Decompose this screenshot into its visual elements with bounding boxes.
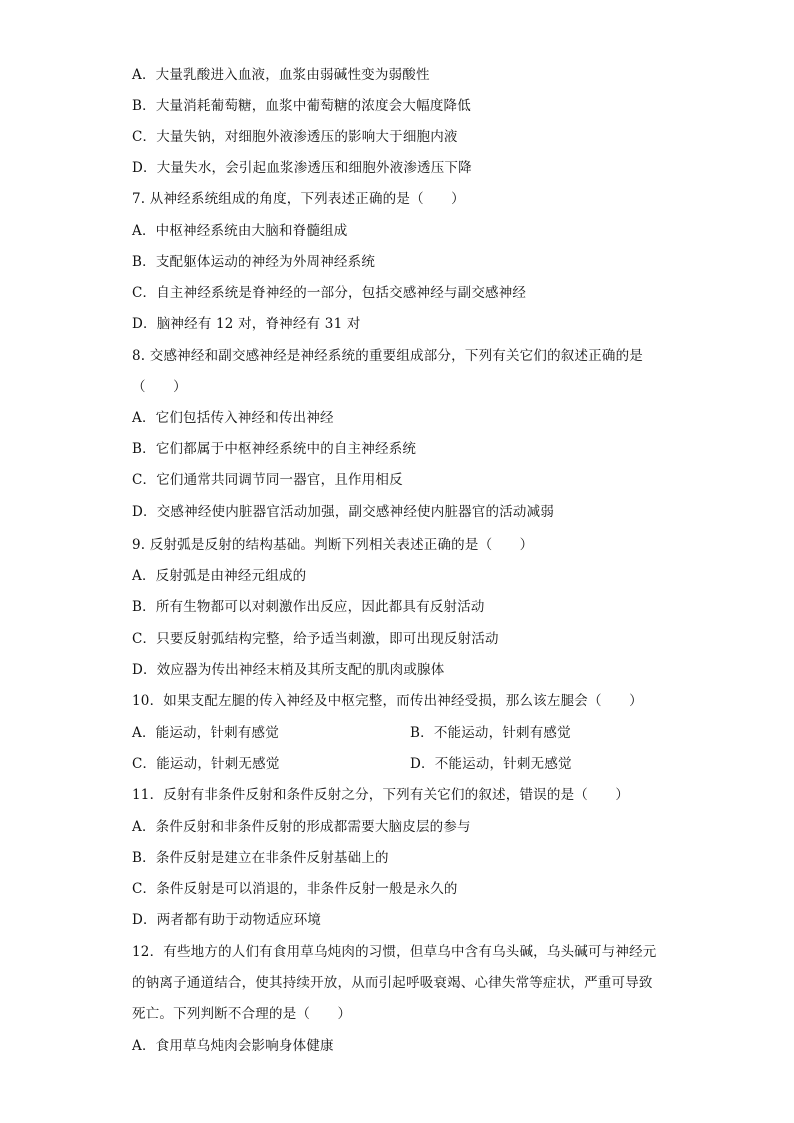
q9-option-d: D．效应器为传出神经末梢及其所支配的肌肉或腺体 bbox=[132, 662, 445, 678]
q7-stem: 7. 从神经系统组成的角度，下列表述正确的是（ ） bbox=[132, 191, 465, 207]
q6-option-a: A．大量乳酸进入血液，血浆由弱碱性变为弱酸性 bbox=[132, 67, 430, 83]
q11-stem: 11．反射有非条件反射和条件反射之分，下列有关它们的叙述，错误的是（ ） bbox=[132, 787, 630, 803]
q10-option-c: C．能运动，针刺无感觉 bbox=[132, 756, 280, 772]
q11-option-b: B．条件反射是建立在非条件反射基础上的 bbox=[132, 850, 389, 866]
q12-stem-continued: 的钠离子通道结合，使其持续开放，从而引起呼吸衰竭、心律失常等症状，严重可导致 bbox=[132, 975, 653, 991]
q10-option-b: B．不能运动，针刺有感觉 bbox=[410, 725, 571, 741]
q8-option-d: D．交感神经使内脏器官活动加强，副交感神经使内脏器官的活动减弱 bbox=[132, 504, 555, 520]
q6-option-b: B．大量消耗葡萄糖，血浆中葡萄糖的浓度会大幅度降低 bbox=[132, 98, 471, 114]
q9-stem: 9. 反射弧是反射的结构基础。判断下列相关表述正确的是（ ） bbox=[132, 537, 534, 553]
q9-option-a: A．反射弧是由神经元组成的 bbox=[132, 568, 307, 584]
q6-option-d: D．大量失水，会引起血浆渗透压和细胞外液渗透压下降 bbox=[132, 160, 472, 176]
q12-stem-end: 死亡。下列判断不合理的是（ ） bbox=[132, 1006, 352, 1022]
q7-option-d: D．脑神经有 12 对，脊神经有 31 对 bbox=[132, 316, 361, 332]
q7-option-a: A．中枢神经系统由大脑和脊髓组成 bbox=[132, 223, 348, 239]
q11-option-d: D．两者都有助于动物适应环境 bbox=[132, 912, 322, 928]
q10-option-a: A．能运动，针刺有感觉 bbox=[132, 725, 279, 741]
q10-option-d: D．不能运动，针刺无感觉 bbox=[410, 756, 572, 772]
q11-option-c: C．条件反射是可以消退的，非条件反射一般是永久的 bbox=[132, 881, 458, 897]
q9-option-c: C．只要反射弧结构完整，给予适当刺激，即可出现反射活动 bbox=[132, 631, 499, 647]
q8-option-b: B．它们都属于中枢神经系统中的自主神经系统 bbox=[132, 441, 417, 457]
q12-option-a: A．食用草乌炖肉会影响身体健康 bbox=[132, 1038, 334, 1054]
q8-option-a: A．它们包括传入神经和传出神经 bbox=[132, 410, 334, 426]
q8-stem-continued: （ ） bbox=[132, 379, 187, 395]
q7-option-b: B．支配躯体运动的神经为外周神经系统 bbox=[132, 254, 376, 270]
q11-option-a: A．条件反射和非条件反射的形成都需要大脑皮层的参与 bbox=[132, 819, 471, 835]
q12-stem: 12．有些地方的人们有食用草乌炖肉的习惯，但草乌中含有乌头碱，乌头碱可与神经元 bbox=[132, 944, 657, 960]
q7-option-c: C．自主神经系统是脊神经的一部分，包括交感神经与副交感神经 bbox=[132, 285, 527, 301]
q10-stem: 10．如果支配左腿的传入神经及中枢完整，而传出神经受损，那么该左腿会（ ） bbox=[132, 693, 643, 709]
q6-option-c: C．大量失钠，对细胞外液渗透压的影响大于细胞内液 bbox=[132, 129, 458, 145]
q8-option-c: C．它们通常共同调节同一器官，且作用相反 bbox=[132, 472, 403, 488]
q9-option-b: B．所有生物都可以对刺激作出反应，因此都具有反射活动 bbox=[132, 599, 485, 615]
q8-stem: 8. 交感神经和副交感神经是神经系统的重要组成部分，下列有关它们的叙述正确的是 bbox=[132, 348, 643, 364]
